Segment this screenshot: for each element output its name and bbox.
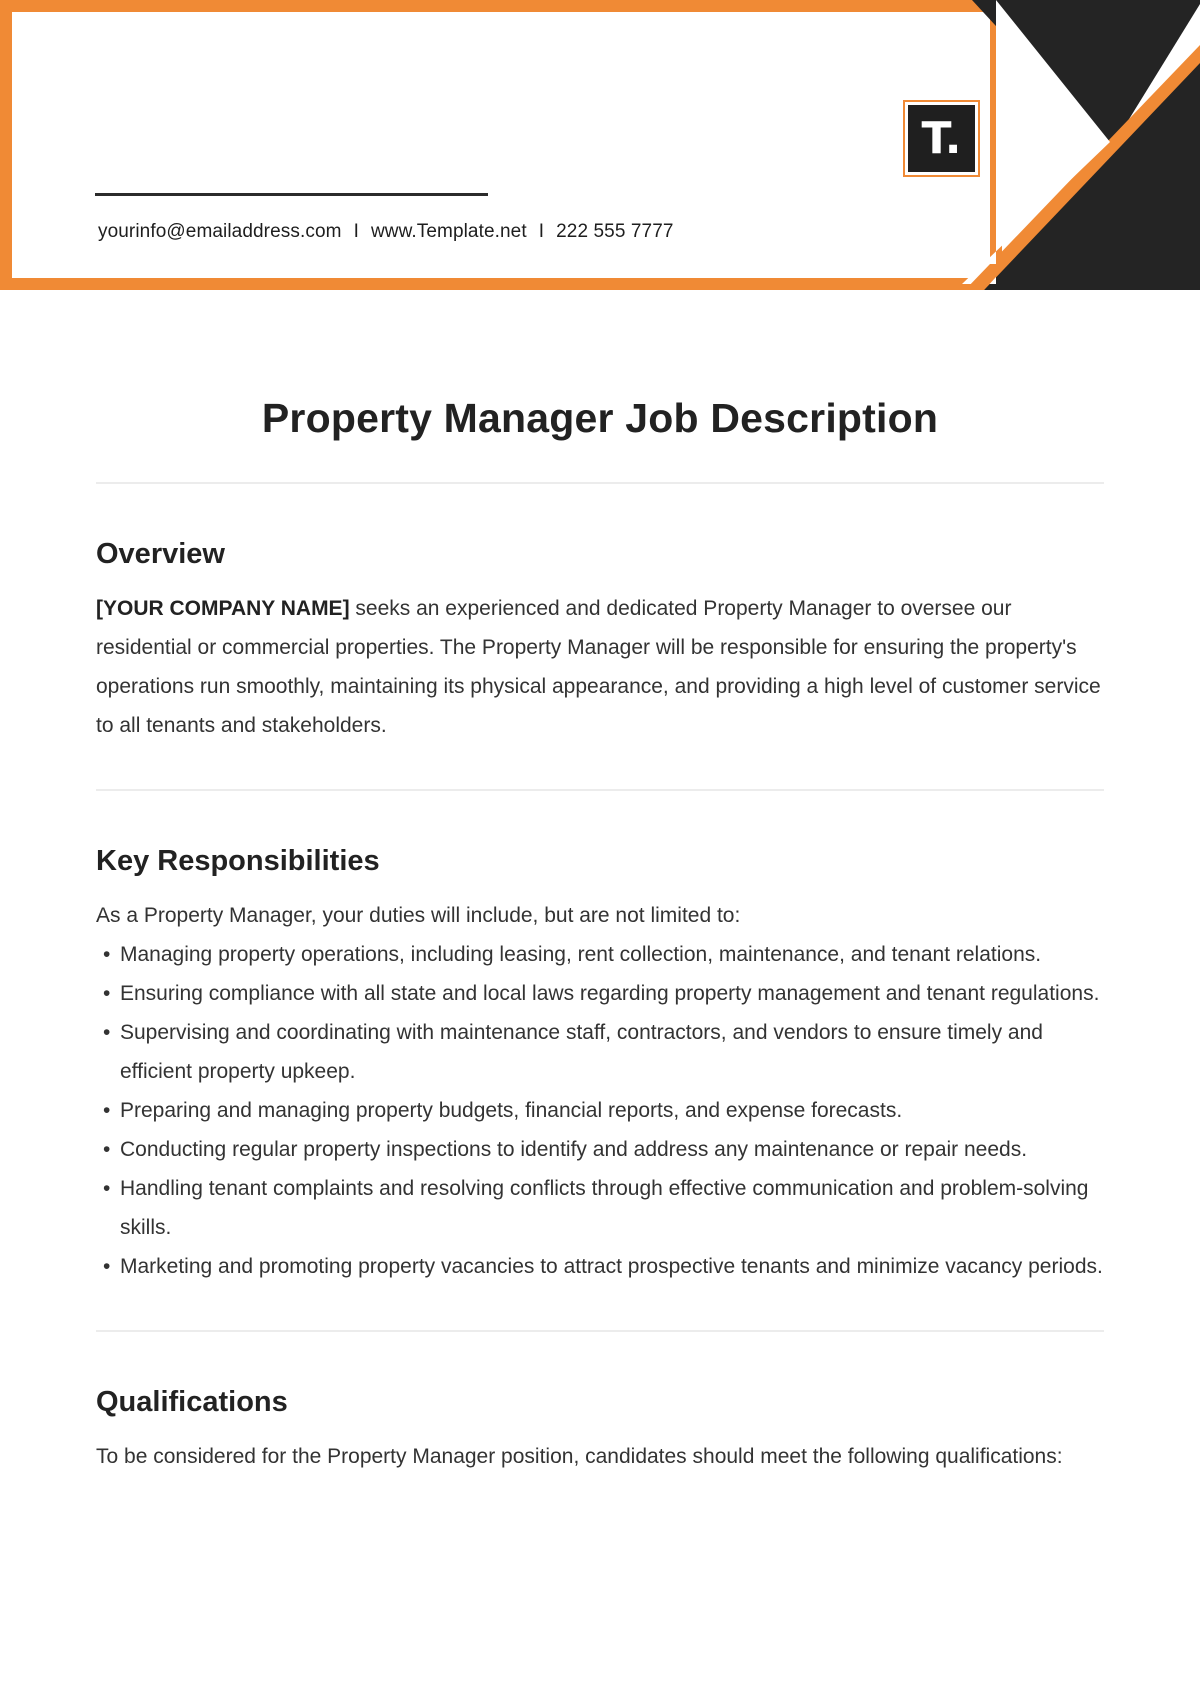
overview-section: [96, 536, 1104, 745]
list-item: • Conducting regular property inspections to identify and address any maintenance or repair needs.: [96, 1130, 1104, 1169]
qualifications-intro: To be considered for the Property Manager position, candidates should meet the following qualifications:: [96, 1445, 1063, 1468]
overview-text: seeks an experienced and dedicated Property Manager to oversee our residential or commercial properties. The Property Manager will be responsible for ensuring the property's operations run smoothly, maintaining its physical appearance, and providing a high level of customer service to all tenants and stakeholders.: [96, 597, 1101, 737]
list-item: • Handling tenant complaints and resolving conflicts through effective communication and problem-solving skills.: [96, 1169, 1104, 1247]
responsibilities-list: [96, 935, 1104, 1286]
contact-info: [98, 221, 674, 243]
qualifications-section: [96, 1384, 1104, 1476]
contact-website[interactable]: www.Template.net: [370, 221, 527, 242]
company-logo: [903, 100, 980, 177]
overview-paragraph: [96, 589, 1104, 745]
signature-line: [95, 193, 488, 196]
document-body: [96, 380, 1104, 1476]
logo-letter: T.: [908, 105, 975, 172]
responsibilities-heading: Key Responsibilities: [96, 845, 380, 877]
section-divider: [96, 789, 1104, 791]
contact-separator: I: [353, 221, 359, 242]
contact-phone: 222 555 7777: [556, 221, 674, 242]
qualifications-heading: Qualifications: [96, 1386, 288, 1418]
list-item: • Marketing and promoting property vacancies to attract prospective tenants and minimize vacancy periods.: [96, 1247, 1104, 1286]
section-divider: [96, 1330, 1104, 1332]
contact-separator: I: [538, 221, 545, 242]
company-name-placeholder: [YOUR COMPANY NAME]: [96, 597, 350, 620]
page-header: [0, 0, 1200, 290]
header-frame-graphic: [0, 0, 1200, 290]
list-item: • Managing property operations, including leasing, rent collection, maintenance, and tenant relations.: [96, 935, 1104, 974]
contact-email[interactable]: yourinfo@emailaddress.com: [98, 221, 342, 242]
responsibilities-section: [96, 843, 1104, 1286]
document-title: Property Manager Job Description: [261, 395, 939, 441]
list-item: • Ensuring compliance with all state and local laws regarding property management and tenant regulations.: [96, 974, 1104, 1013]
list-item: • Supervising and coordinating with maintenance staff, contractors, and vendors to ensure timely and efficient property upkeep.: [96, 1013, 1104, 1091]
list-item: • Preparing and managing property budgets, financial reports, and expense forecasts.: [96, 1091, 1104, 1130]
responsibilities-intro: As a Property Manager, your duties will include, but are not limited to:: [96, 904, 741, 927]
overview-heading: Overview: [96, 538, 225, 570]
section-divider: [96, 482, 1104, 484]
